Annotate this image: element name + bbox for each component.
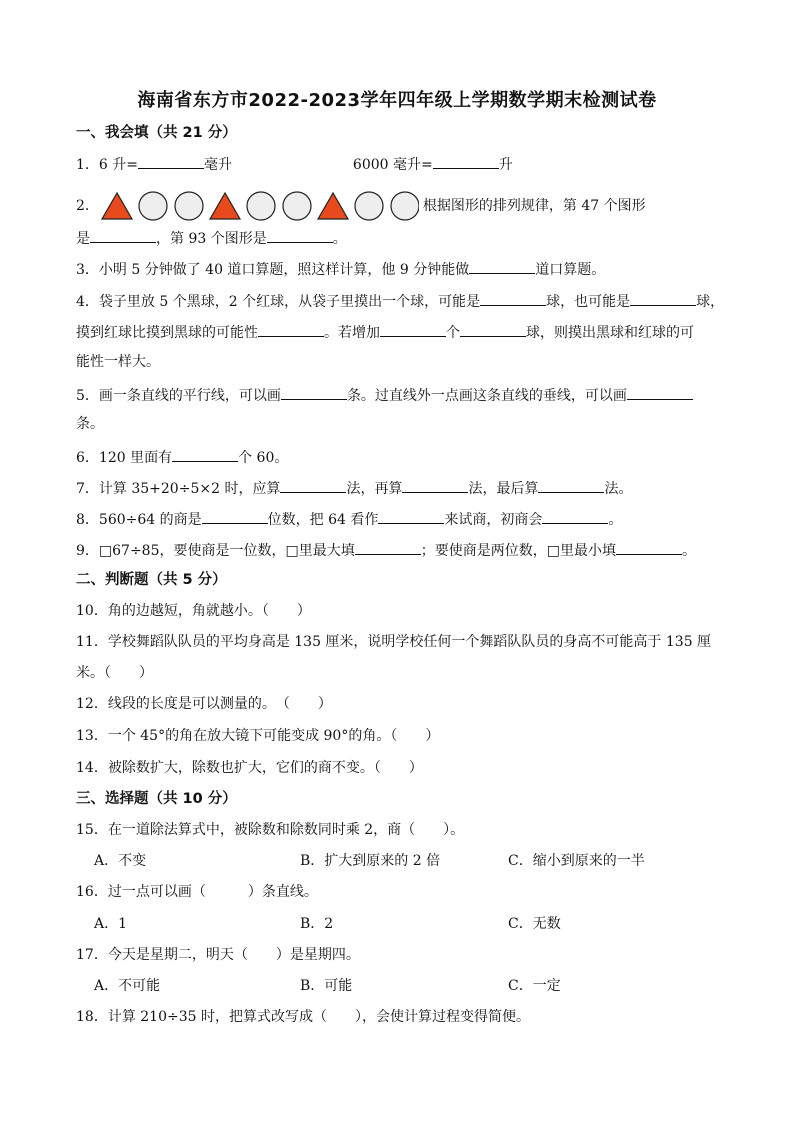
q1-part-a-suffix: 毫升 [204,157,232,173]
q16-option-a[interactable]: A．1 [94,916,128,932]
q2-text-b2: ，第 93 个图形是 [156,231,267,247]
triangle-shape [318,193,348,219]
q4-l2d: 球，则摸出黑球和红球的可 [526,325,694,341]
q5-blank-1[interactable] [281,384,347,400]
q2-blank-93rd[interactable] [267,227,333,243]
question-2-continued [76,227,726,249]
q6-suffix: 个 60。 [238,450,289,466]
circle-shape [175,192,203,220]
q2-number: 2． [76,198,99,214]
q4-blank-4[interactable] [380,321,446,337]
q8-d: 。 [608,512,623,528]
q1-part-b-prefix: 6000 毫升= [352,157,433,173]
q1-blank-a[interactable] [138,153,204,169]
q4-l1b: 球，也可能是 [546,294,631,310]
question-7 [76,477,726,499]
question-10: 10．角的边越短，角就越小。（ ） [76,603,311,619]
q15-option-b[interactable]: B．扩大到原来的 2 倍 [300,853,441,869]
q8-blank-1[interactable] [202,508,268,524]
question-9 [76,539,726,561]
question-1 [76,153,726,175]
q4-l1c: 球， [696,294,725,310]
q17-option-a[interactable]: A．不可能 [94,978,161,994]
q4-l2c: 个 [446,325,460,341]
q4-l2b: 。若增加 [324,325,380,341]
q8-blank-2[interactable] [378,508,444,524]
q1-blank-b[interactable] [433,153,499,169]
q15-option-a[interactable]: A．不变 [94,853,147,869]
question-4 [76,290,726,312]
q4-blank-1[interactable] [480,290,546,306]
q17-option-b[interactable]: B．可能 [300,978,353,994]
q3-prefix: 3．小明 5 分钟做了 40 道口算题，照这样计算，他 9 分钟能做 [76,262,470,278]
question-4-line-3: 能性一样大。 [76,354,160,370]
question-12: 12．线段的长度是可以测量的。 （ ） [76,696,332,712]
q7-blank-2[interactable] [402,477,468,493]
q5-l1b: 条。过直线外一点画这条直线的垂线，可以画 [346,388,627,404]
triangle-shape [102,193,132,219]
q9-a: 9．□67÷85，要使商是一位数，□里最大填 [76,543,355,559]
exam-title: 海南省东方市2022-2023学年四年级上学期数学期末检测试卷 [137,90,657,111]
q7-a: 7．计算 35+20÷5×2 时，应算 [76,481,281,497]
section-heading-multiple-choice: 三、选择题（共 10 分） [76,791,237,807]
q9-c: 。 [681,543,696,559]
q4-l1a: 4．袋子里放 5 个黑球，2 个红球，从袋子里摸出一个球，可能是 [76,294,481,310]
triangle-shape [210,193,240,219]
q16-option-c[interactable]: C．无数 [508,916,561,932]
question-17: 17．今天是星期二，明天（ ）是星期四。 [76,947,360,963]
section-heading-fill-in: 一、我会填（共 21 分） [76,125,237,141]
question-8 [76,508,726,530]
circle-shape [283,192,311,220]
question-11-line-2: 米。（ ） [76,665,153,681]
q7-blank-3[interactable] [538,477,604,493]
circle-shape [391,192,419,220]
q7-blank-1[interactable] [280,477,346,493]
shape-sequence [101,190,419,222]
question-4-line-2 [76,321,726,343]
question-13: 13．一个 45°的角在放大镜下可能变成 90°的角。（ ） [76,728,440,744]
q5-blank-2[interactable] [627,384,693,400]
q6-prefix: 6．120 里面有 [76,450,173,466]
q7-c: 法，最后算 [468,481,539,497]
circle-shape [247,192,275,220]
q2-text-a: 根据图形的排列规律，第 47 个图形 [422,198,646,214]
q2-text-b3: 。 [332,231,347,247]
circle-shape [355,192,383,220]
question-16: 16．过一点可以画（ ）条直线。 [76,884,318,900]
shape-sequence-svg [101,190,419,222]
q2-text-b1: 是 [76,231,90,247]
q2-blank-47th[interactable] [90,227,156,243]
q3-suffix: 道口算题。 [535,262,606,278]
question-2 [76,190,726,222]
q9-b: ；要使商是两位数，□里最小填 [420,543,616,559]
q4-l2a: 摸到红球比摸到黑球的可能性 [76,325,258,341]
question-15: 15．在一道除法算式中，被除数和除数同时乘 2，商（ ）。 [76,822,465,838]
q17-option-c[interactable]: C．一定 [508,978,561,994]
q1-part-b-suffix: 升 [498,157,513,173]
q9-blank-2[interactable] [616,539,682,555]
q4-blank-2[interactable] [630,290,696,306]
q4-blank-5[interactable] [460,321,526,337]
question-18: 18．计算 210÷35 时，把算式改写成（ ），会使计算过程变得简便。 [76,1009,530,1025]
q7-b: 法，再算 [346,481,403,497]
q1-part-a-prefix: 1．6 升= [76,157,138,173]
question-5 [76,384,726,406]
question-14: 14．被除数扩大，除数也扩大，它们的商不变。（ ） [76,760,423,776]
q16-option-b[interactable]: B．2 [300,916,334,932]
circle-shape [139,192,167,220]
question-5-line-2: 条。 [76,416,104,432]
q8-a: 8．560÷64 的商是 [76,512,202,528]
section-heading-true-false: 二、判断题（共 5 分） [76,572,227,588]
q9-blank-1[interactable] [355,539,421,555]
q8-blank-3[interactable] [542,508,608,524]
q6-blank[interactable] [172,446,238,462]
q3-blank[interactable] [469,258,535,274]
question-11: 11．学校舞蹈队队员的平均身高是 135 厘米，说明学校任何一个舞蹈队队员的身高不可能高于 135 厘 [76,634,712,650]
q7-d: 法。 [604,481,633,497]
question-3 [76,258,726,280]
q8-c: 来试商，初商会 [444,512,543,528]
q4-blank-3[interactable] [258,321,324,337]
q15-option-c[interactable]: C．缩小到原来的一半 [508,853,645,869]
question-6 [76,446,726,468]
q5-l1a: 5．画一条直线的平行线，可以画 [76,388,281,404]
q8-b: 位数，把 64 看作 [267,512,379,528]
